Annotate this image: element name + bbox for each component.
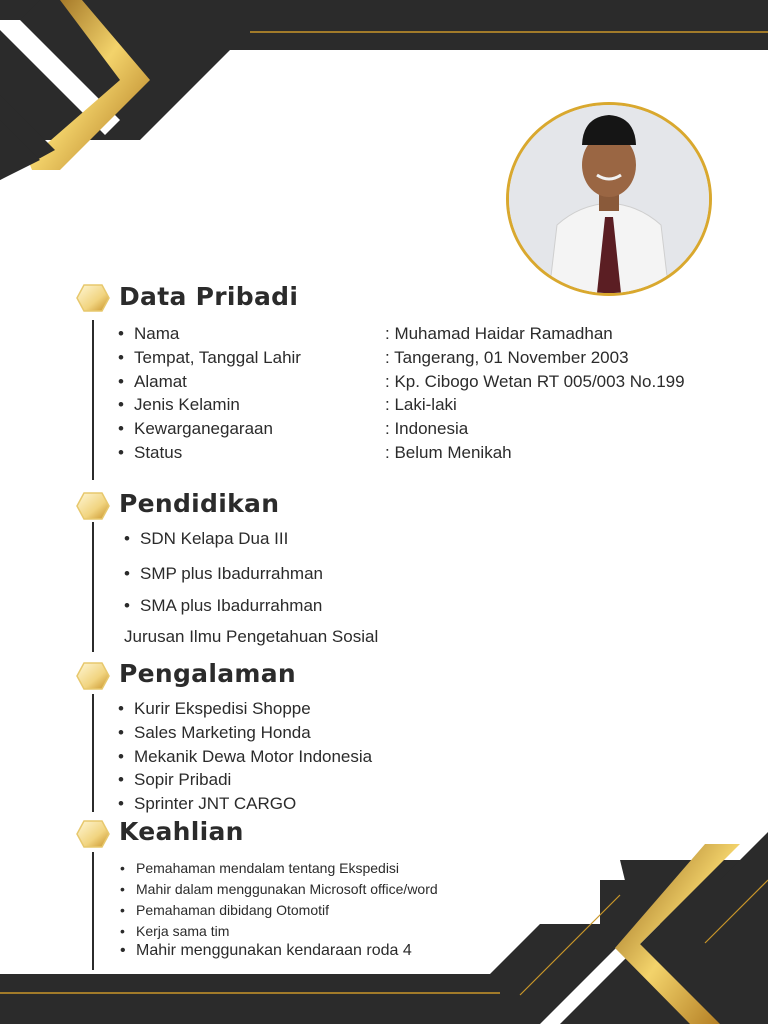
list-item: • Pemahaman dibidang Otomotif (120, 902, 329, 918)
section-title-pengalaman: Pengalaman (119, 659, 296, 688)
personal-data-value: : Kp. Cibogo Wetan RT 005/003 No.199 (385, 371, 685, 391)
personal-data-label: • Kewarganegaraan (118, 419, 273, 439)
section-line (92, 320, 94, 480)
education-note: Jurusan Ilmu Pengetahuan Sosial (124, 627, 379, 646)
hexagon-icon (76, 662, 110, 690)
list-item: • Mahir dalam menggunakan Microsoft office/word (120, 881, 438, 897)
list-item: • Mekanik Dewa Motor Indonesia (118, 746, 373, 766)
section-line (92, 522, 94, 652)
personal-data-value: : Belum Menikah (385, 443, 512, 462)
personal-data-value: : Muhamad Haidar Ramadhan (385, 324, 613, 343)
personal-data-label: • Nama (118, 324, 180, 343)
hexagon-icon (76, 284, 110, 312)
profile-photo (506, 102, 712, 296)
list-item: • SDN Kelapa Dua III (124, 529, 289, 548)
personal-data-label: • Tempat, Tanggal Lahir (118, 347, 301, 367)
personal-data-value: : Laki-laki (385, 395, 457, 415)
personal-data-label: • Status (118, 443, 183, 462)
list-item: • Kurir Ekspedisi Shoppe (118, 699, 311, 718)
personal-data-value: : Indonesia (385, 419, 469, 439)
hexagon-icon (76, 492, 110, 520)
personal-data-value: : Tangerang, 01 November 2003 (385, 347, 629, 367)
section-line (92, 694, 94, 812)
list-item: • SMP plus Ibadurrahman (124, 564, 324, 583)
list-item: • Mahir menggunakan kendaraan roda 4 (120, 942, 412, 959)
list-item: • Pemahaman mendalam tentang Ekspedisi (120, 860, 400, 876)
section-title-pendidikan: Pendidikan (119, 489, 280, 518)
list-item: • Sprinter JNT CARGO (118, 794, 297, 814)
list-item: • Sopir Pribadi (118, 770, 232, 790)
section-line (92, 852, 94, 970)
section-title-data-pribadi: Data Pribadi (119, 282, 299, 311)
person-icon (509, 105, 709, 293)
section-title-keahlian: Keahlian (119, 817, 244, 846)
list-item: • SMA plus Ibadurrahman (124, 596, 323, 615)
list-item: • Sales Marketing Honda (118, 722, 311, 742)
list-item: • Kerja sama tim (120, 923, 230, 939)
hexagon-icon (76, 820, 110, 848)
personal-data-label: • Jenis Kelamin (118, 395, 240, 415)
personal-data-label: • Alamat (118, 371, 187, 391)
